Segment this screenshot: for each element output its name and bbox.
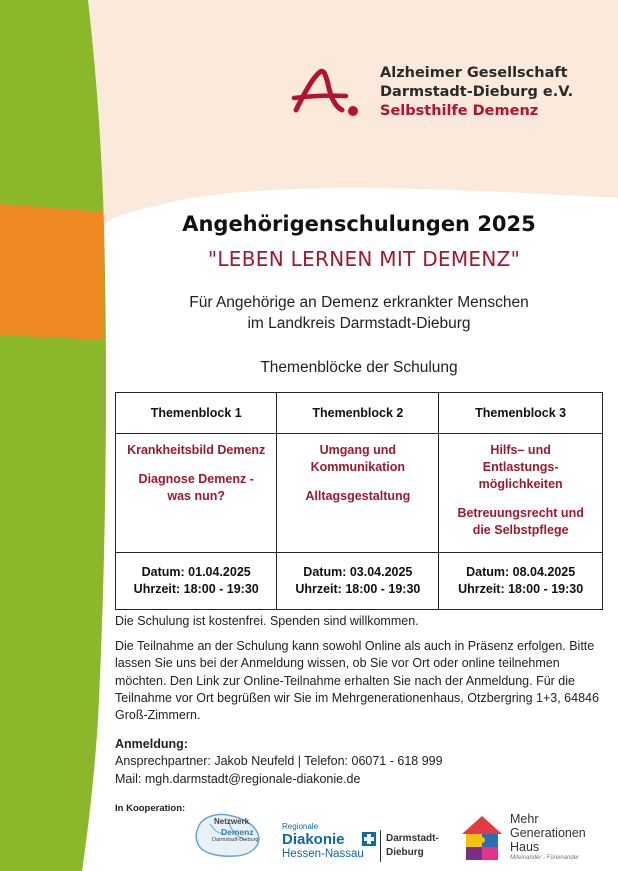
topic-item: Krankheitsbild Demenz <box>127 443 266 457</box>
topic-item: Diagnose Demenz - was nun? <box>138 472 254 503</box>
netzwerk-demenz-logo <box>188 808 268 860</box>
header-block-1: Themenblock 1 <box>116 393 277 434</box>
diakonie-name: Diakonie <box>282 831 345 848</box>
registration-contact: Ansprechpartner: Jakob Neufeld | Telefon: 06071 - 618 999 <box>115 754 443 769</box>
table-dates-row <box>116 553 603 610</box>
registration-mail: Mail: mgh.darmstadt@regionale-diakonie.de <box>115 771 361 786</box>
table-topics-row <box>116 434 603 553</box>
alzheimer-logo-mark-icon <box>290 66 368 122</box>
registration-heading: Anmeldung: <box>115 737 188 751</box>
diakonie-cross-icon <box>362 832 376 846</box>
topic-item: Betreuungsrecht und die Selbstpflege <box>457 506 584 537</box>
page-title: Angehörigenschulungen 2025 <box>182 212 536 236</box>
diakonie-location-1: Darmstadt- <box>386 833 439 844</box>
table-header-row <box>116 393 603 434</box>
time-text: Uhrzeit: 18:00 - 19:30 <box>295 582 421 596</box>
mgh-line-2: Generationen <box>510 826 586 840</box>
info-free <box>115 613 605 630</box>
organization-name <box>380 64 573 121</box>
diakonie-location-2: Dieburg <box>386 847 424 858</box>
netzwerk-line-1: Netzwerk <box>214 817 250 826</box>
diakonie-location <box>386 832 439 860</box>
header-block-3: Themenblock 3 <box>439 393 603 434</box>
time-text: Uhrzeit: 18:00 - 19:30 <box>458 582 584 596</box>
date-block-2 <box>277 553 439 610</box>
diakonie-region: Hessen-Nassau <box>282 848 364 860</box>
cooperation-label: In Kooperation: <box>115 803 186 814</box>
mgh-name <box>510 812 586 854</box>
registration-block <box>115 736 605 788</box>
mehrgenerationenhaus-logo <box>458 810 608 865</box>
date-text: Datum: 03.04.2025 <box>303 565 413 579</box>
topic-item: Hilfs– und Entlastungs-möglichkeiten <box>478 443 563 491</box>
info-participation-text: Die Teilnahme an der Schulung kann sowohl Online als auch in Präsenz erfolgen. Bitte lassen Sie uns bei der Anmeldung wissen, ob Sie vor Ort oder online teilnehmen möchten. Den Link zur Online-Teilnahme erhalten Sie nach der Anmeldung. Für die Teilnahme vor Ort begrüßen wir Sie im Mehrgenerationenhaus, Otzbergring 1+3, 64846 Groß-Zimmern. <box>115 639 599 723</box>
organization-line-3: Selbsthilfe Demenz <box>380 103 539 119</box>
date-text: Datum: 01.04.2025 <box>141 565 251 579</box>
intro-text <box>0 292 618 334</box>
page-subtitle: "LEBEN LERNEN MIT DEMENZ" <box>207 247 521 271</box>
netzwerk-line-3: Darmstadt-Dieburg <box>212 837 259 843</box>
header-block-2: Themenblock 2 <box>277 393 439 434</box>
diakonie-divider <box>380 830 381 862</box>
house-puzzle-icon <box>458 812 506 862</box>
diakonie-regionale: Regionale <box>282 822 319 831</box>
netzwerk-line-2: Demenz <box>221 827 254 837</box>
intro-line-2: im Landkreis Darmstadt-Dieburg <box>247 315 471 332</box>
mgh-tagline: Miteinander - Füreinander <box>510 855 580 861</box>
schedule-table <box>115 392 603 610</box>
date-block-1 <box>116 553 277 610</box>
organization-logo <box>290 64 573 122</box>
blocks-heading: Themenblöcke der Schulung <box>260 359 458 376</box>
topic-item: Umgang und Kommunikation <box>310 443 406 474</box>
diakonie-logo <box>282 822 439 862</box>
time-text: Uhrzeit: 18:00 - 19:30 <box>133 582 259 596</box>
organization-line-2: Darmstadt-Dieburg e.V. <box>380 84 574 100</box>
organization-line-1: Alzheimer Gesellschaft <box>380 65 568 81</box>
mgh-line-3: Haus <box>510 840 540 854</box>
info-free-text: Die Schulung ist kostenfrei. Spenden sind willkommen. <box>115 614 419 628</box>
date-text: Datum: 08.04.2025 <box>466 565 576 579</box>
intro-line-1: Für Angehörige an Demenz erkrankter Menschen <box>189 294 529 311</box>
info-participation <box>115 638 605 724</box>
date-block-3 <box>439 553 603 610</box>
topic-item: Alltagsgestaltung <box>305 489 411 503</box>
topics-block-3 <box>439 434 603 553</box>
topics-block-1 <box>116 434 277 553</box>
mgh-line-1: Mehr <box>510 812 539 826</box>
topics-block-2 <box>277 434 439 553</box>
